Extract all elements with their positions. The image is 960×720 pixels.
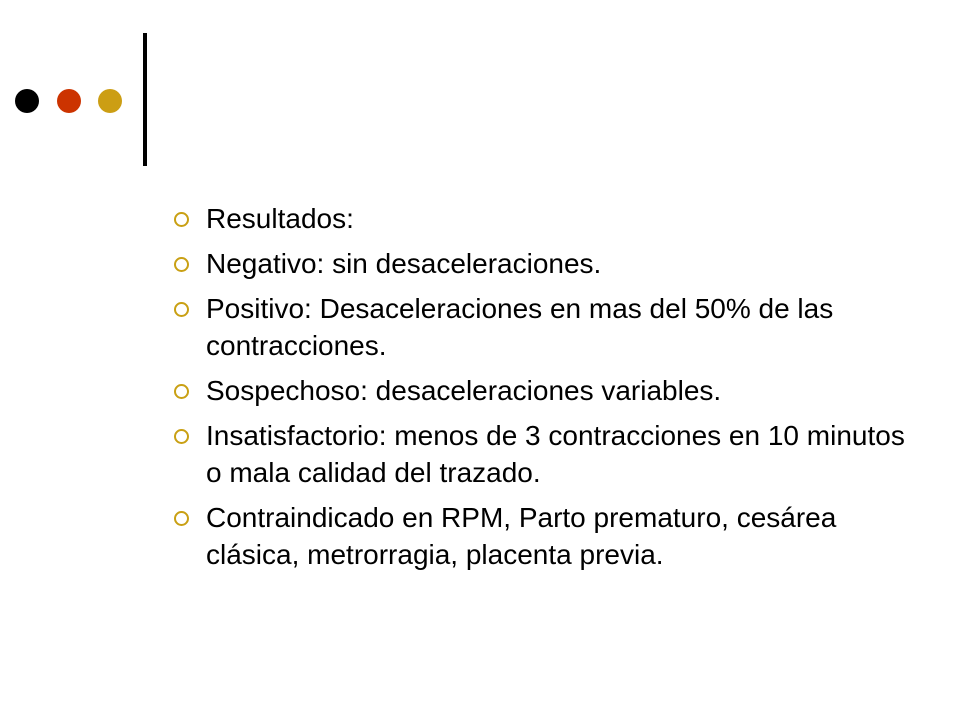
bullet-item-contraindicado [172, 499, 912, 573]
bullet-text: Positivo: Desaceleraciones en mas del 50% de las contracciones. [206, 293, 834, 361]
ring-bullet-icon [174, 257, 189, 272]
ring-bullet-icon [174, 212, 189, 227]
bullet-item-negativo [172, 245, 912, 282]
bullet-text: Resultados: [206, 203, 354, 234]
ring-bullet-icon [174, 384, 189, 399]
black-dot-icon [15, 89, 39, 113]
ring-bullet-icon [174, 302, 189, 317]
ring-bullet-icon [174, 511, 189, 526]
bullet-text: Sospechoso: desaceleraciones variables. [206, 375, 722, 406]
ring-bullet-icon [174, 429, 189, 444]
bullet-text: Contraindicado en RPM, Parto prematuro, cesárea clásica, metrorragia, placenta previa. [206, 502, 837, 570]
bullet-list [172, 200, 912, 581]
bullet-text: Insatisfactorio: menos de 3 contracciones en 10 minutos o mala calidad del trazado. [206, 420, 905, 488]
bullet-item-insatisfactorio [172, 417, 912, 491]
gold-dot-icon [98, 89, 122, 113]
red-dot-icon [57, 89, 81, 113]
bullet-item-resultados [172, 200, 912, 237]
bullet-item-sospechoso [172, 372, 912, 409]
vertical-divider [143, 33, 147, 166]
bullet-item-positivo [172, 290, 912, 364]
bullet-text: Negativo: sin desaceleraciones. [206, 248, 602, 279]
